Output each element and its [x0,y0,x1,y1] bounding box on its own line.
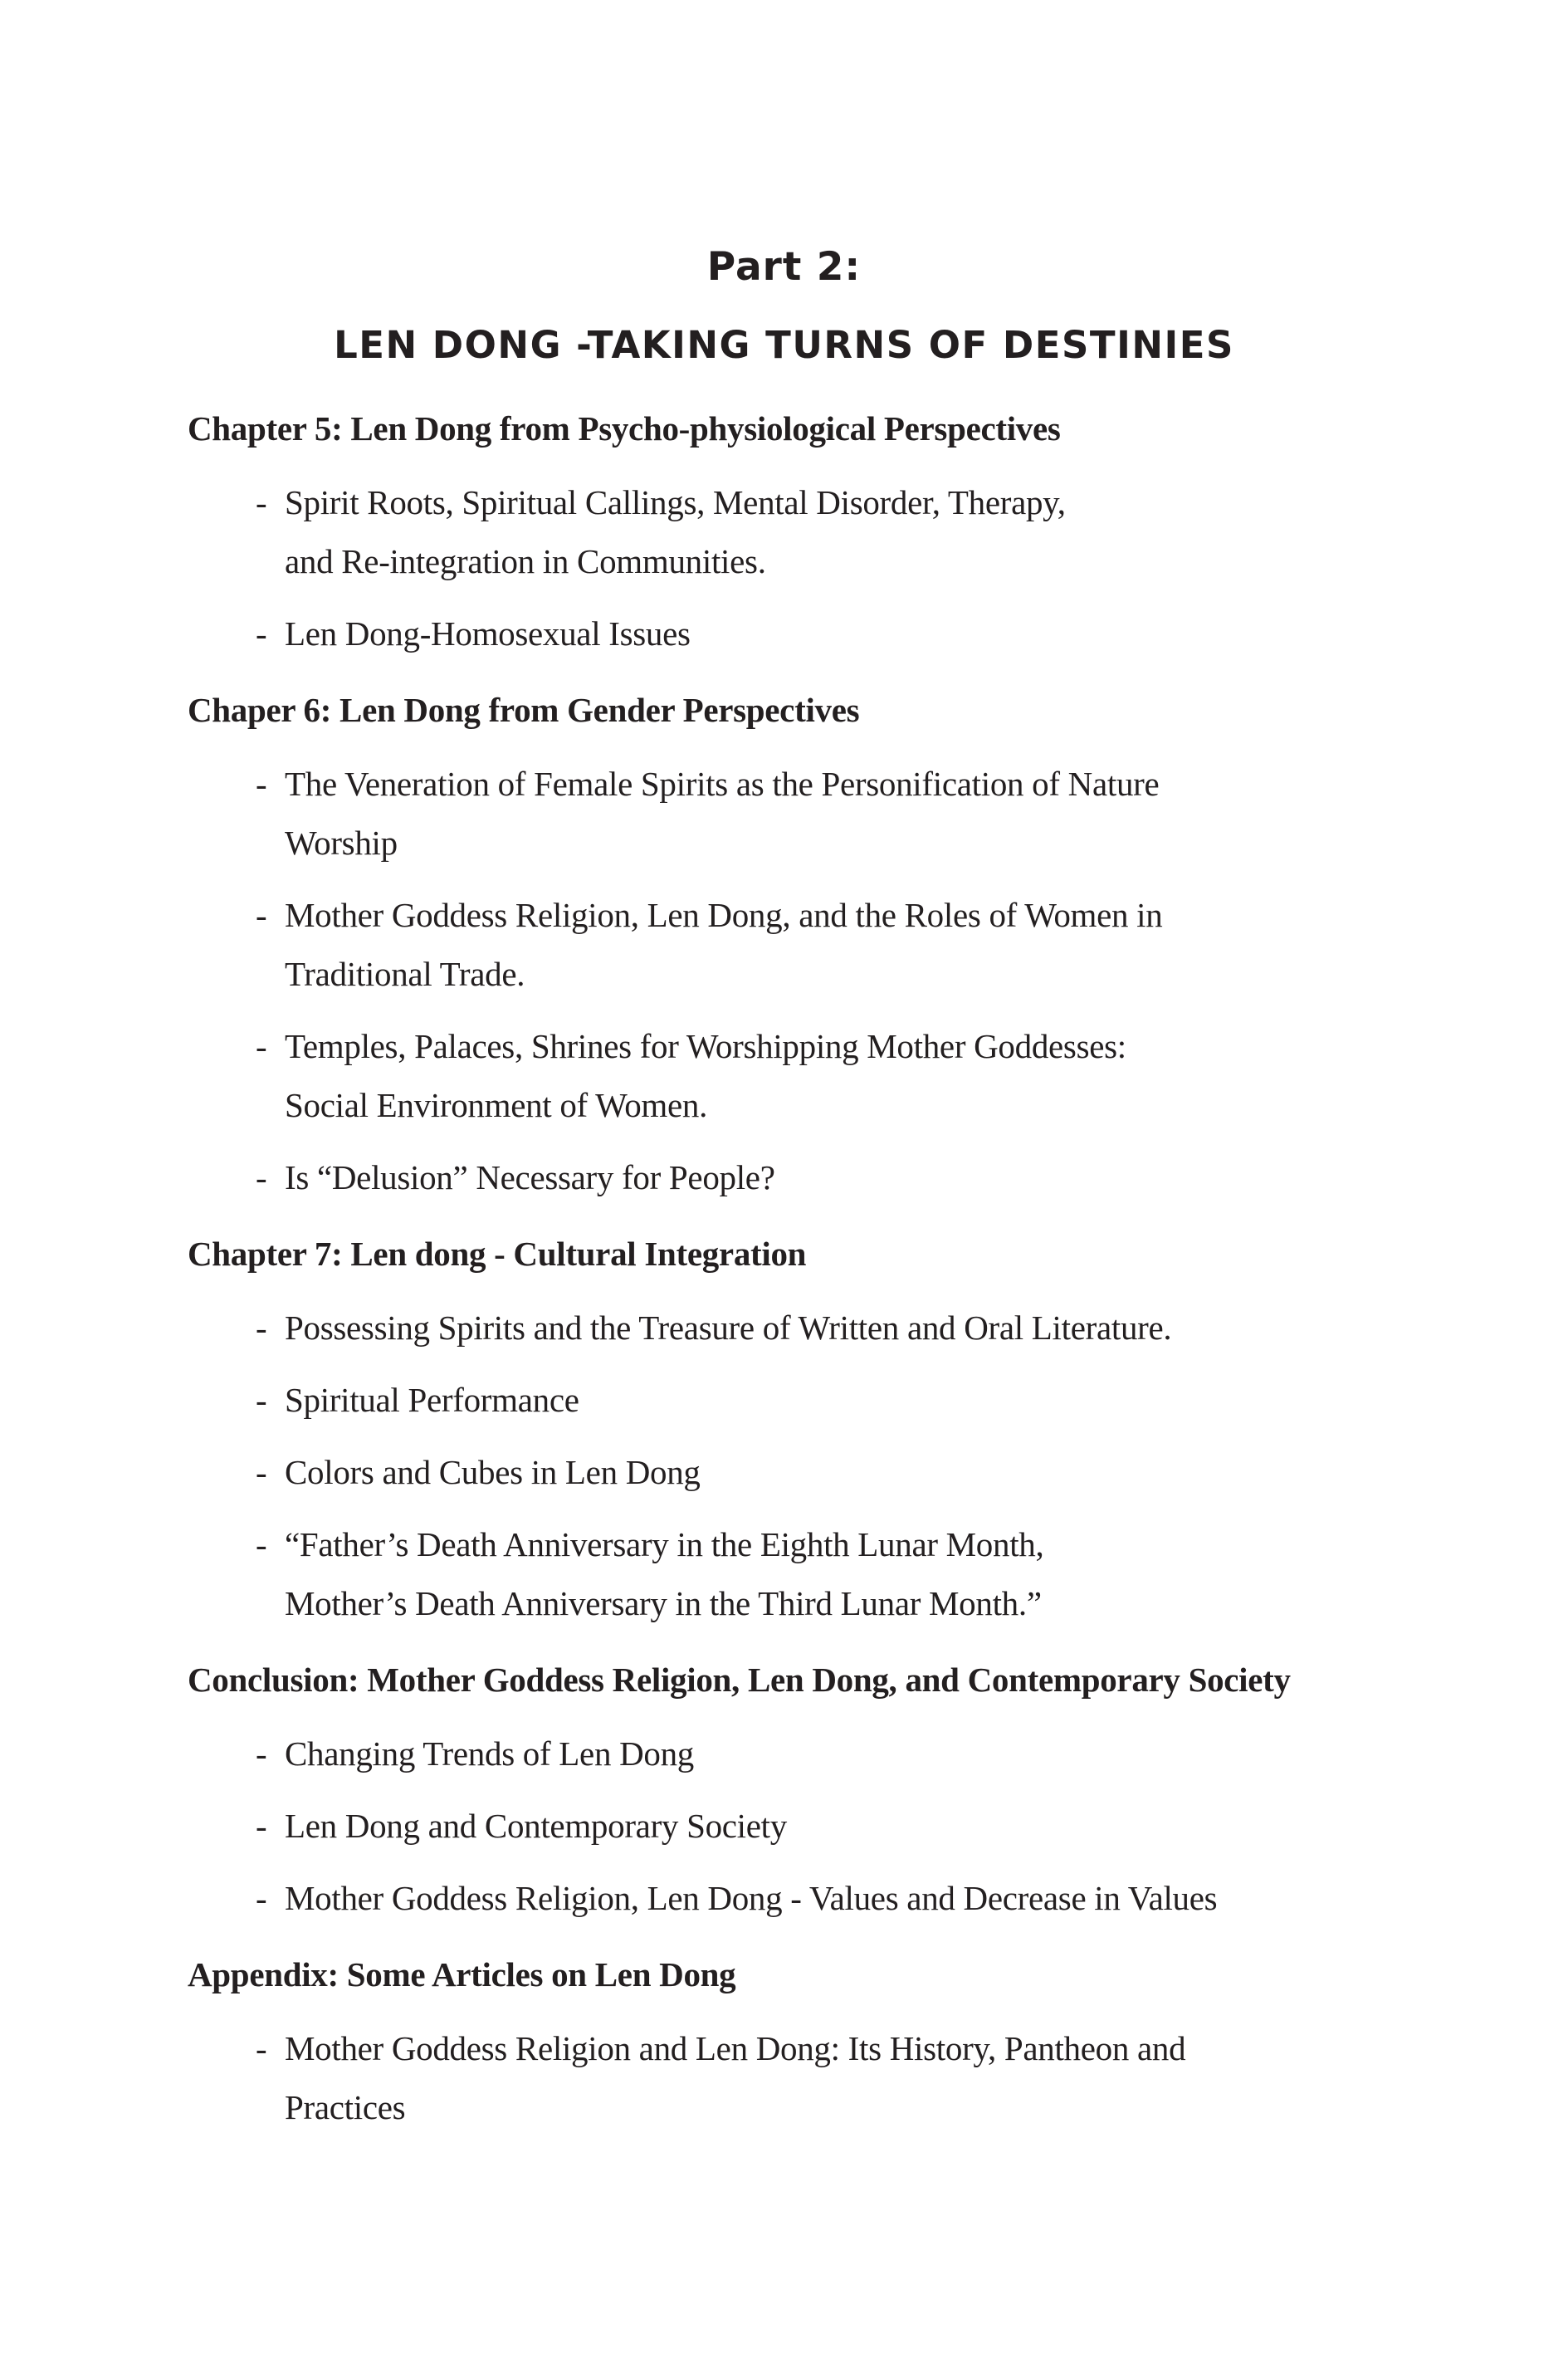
list-item-text: Social Environment of Women. [285,1086,708,1124]
list-item-text: Mother Goddess Religion, Len Dong, and the Roles of Women in [285,896,1163,934]
dash-bullet: - [256,614,267,653]
list-item-text: Temples, Palaces, Shrines for Worshipping Mother Goddesses: [285,1027,1126,1065]
list-item [188,886,1416,1004]
list-item-text: Spirit Roots, Spiritual Callings, Mental Disorder, Therapy, [285,483,1066,521]
dash-bullet: - [256,765,267,803]
chapter-item-list [188,2019,1416,2137]
chapter-heading: Chaper 6: Len Dong from Gender Perspectives [188,691,860,729]
list-item [188,1371,1416,1430]
list-item [188,1515,1416,1633]
dash-bullet: - [256,1525,267,1563]
dash-bullet: - [256,1027,267,1065]
list-item [188,1724,1416,1783]
list-item-text: Mother’s Death Anniversary in the Third Lunar Month.” [285,1584,1042,1622]
list-item [188,1017,1416,1135]
dash-bullet: - [256,483,267,521]
list-item-text: Spiritual Performance [285,1381,579,1419]
part-title: Part 2: [706,244,862,290]
chapter-item-list [188,1724,1416,1928]
list-item-text: Traditional Trade. [285,955,525,993]
list-item [188,1299,1416,1358]
list-item-text: Changing Trends of Len Dong [285,1734,695,1773]
chapter-heading: Appendix: Some Articles on Len Dong [188,1955,736,1993]
list-item [188,1443,1416,1502]
list-item-text: Len Dong-Homosexual Issues [285,614,691,653]
dash-bullet: - [256,1158,267,1196]
table-of-contents [188,407,1416,2162]
dash-bullet: - [256,896,267,934]
dash-bullet: - [256,2029,267,2067]
chapter-heading: Chapter 5: Len Dong from Psycho-physiological Perspectives [188,409,1061,448]
dash-bullet: - [256,1734,267,1773]
dash-bullet: - [256,1807,267,1845]
list-item-text: Mother Goddess Religion, Len Dong - Values and Decrease in Values [285,1879,1218,1917]
dash-bullet: - [256,1381,267,1419]
chapter-heading: Conclusion: Mother Goddess Religion, Len Dong, and Contemporary Society [188,1661,1291,1699]
list-item-text: Is “Delusion” Necessary for People? [285,1158,775,1196]
list-item [188,2019,1416,2137]
list-item [188,1797,1416,1856]
list-item-text: and Re-integration in Communities. [285,542,766,580]
dash-bullet: - [256,1879,267,1917]
list-item-text: Possessing Spirits and the Treasure of Written and Oral Literature. [285,1309,1172,1347]
list-item-text: Colors and Cubes in Len Dong [285,1453,701,1491]
list-item-text: “Father’s Death Anniversary in the Eighth Lunar Month, [285,1525,1044,1563]
list-item [188,604,1416,663]
list-item [188,1148,1416,1207]
part-subtitle: LEN DONG -TAKING TURNS OF DESTINIES [334,323,1234,367]
list-item-text: Worship [285,824,398,862]
list-item [188,473,1416,591]
list-item-text: Practices [285,2088,406,2126]
chapter-item-list [188,473,1416,663]
chapter-heading: Chapter 7: Len dong - Cultural Integration [188,1235,807,1273]
part-header [0,242,1568,370]
list-item-text: Mother Goddess Religion and Len Dong: Its History, Pantheon and [285,2029,1186,2067]
chapter-item-list [188,755,1416,1207]
list-item-text: Len Dong and Contemporary Society [285,1807,787,1845]
list-item [188,1869,1416,1928]
list-item [188,755,1416,873]
chapter-item-list [188,1299,1416,1633]
dash-bullet: - [256,1453,267,1491]
dash-bullet: - [256,1309,267,1347]
list-item-text: The Veneration of Female Spirits as the Personification of Nature [285,765,1160,803]
